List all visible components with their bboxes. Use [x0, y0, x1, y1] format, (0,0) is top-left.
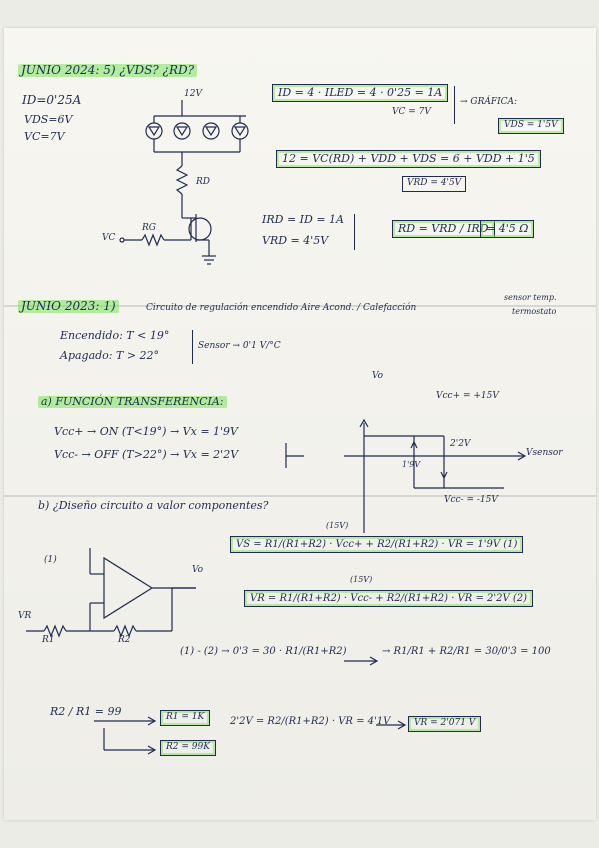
eq-ird: IRD = ID = 1A: [262, 213, 344, 226]
eq-separator: [454, 86, 455, 124]
opamp-vr: VR: [18, 611, 32, 621]
section2-description: Circuito de regulación encendido Aire Acond. / Calefacción: [146, 303, 417, 313]
part-a-line1: Vcc+ → ON (T<19°) → Vx = 1'9V: [54, 425, 238, 438]
eq-rd: RD = VRD / IRD: [392, 220, 495, 238]
eq-final: 2'2V = R2/(R1+R2) · VR = 4'1V: [230, 716, 391, 727]
graph-xaxis: Vsensor: [526, 448, 563, 458]
termostato-label: termostato: [512, 307, 557, 316]
eq-rd-result: = 4'5 Ω: [480, 220, 534, 238]
graph-vcc-neg: Vcc- = -15V: [444, 495, 498, 505]
section2-title: JUNIO 2023: 1): [18, 300, 119, 313]
eq-id: ID = 4 · ILED = 4 · 0'25 = 1A: [272, 84, 448, 102]
vc-value: VC=7V: [24, 130, 65, 143]
eq-vr: VR = R1/(R1+R2) · Vcc- + R2/(R1+R2) · VR = 2'2V (2): [244, 590, 533, 607]
eq-vrd: VRD = 4'5V: [262, 234, 329, 247]
vds-value: VDS=6V: [24, 113, 73, 126]
eq-diff: (1) - (2) → 0'3 = 30 · R1/(R1+R2): [180, 646, 347, 657]
cond-separator: [192, 330, 193, 364]
hysteresis-graph: [286, 420, 525, 533]
id-value: ID=0'25A: [22, 93, 82, 107]
eq-vrd-result: VRD = 4'5V: [402, 176, 466, 192]
led-mosfet-circuit: [4, 28, 596, 820]
on-condition: Encendido: T < 19°: [60, 329, 170, 342]
eq-vc: VC = 7V: [392, 107, 431, 117]
graph-vo-label: Vo: [372, 371, 384, 381]
eq-vr-note: (15V): [350, 575, 373, 584]
sensor-gain: Sensor → 0'1 V/°C: [198, 341, 281, 351]
eq-diff2: → R1/R1 + R2/R1 = 30/0'3 = 100: [382, 646, 551, 657]
graph-22: 2'2V: [450, 439, 471, 449]
r1-value: R1 = 1K: [160, 710, 210, 726]
graph-19: 1'9V: [402, 460, 421, 469]
opamp-label: (1): [44, 555, 57, 565]
rg-label: RG: [142, 223, 156, 233]
sensor-label: sensor temp.: [504, 293, 557, 302]
opamp-r1: R1: [42, 635, 55, 645]
vc-node-label: VC: [102, 233, 116, 243]
r2-value: R2 = 99K: [160, 740, 216, 756]
supply-label: 12V: [184, 89, 202, 99]
rd-label: RD: [196, 177, 210, 187]
eq-vs: VS = R1/(R1+R2) · Vcc+ + R2/(R1+R2) · VR = 1'9V (1): [230, 536, 523, 553]
eq-vds-result: VDS = 1'5V: [498, 118, 564, 134]
graph-vcc-pos: Vcc+ = +15V: [436, 391, 499, 401]
opamp-vo: Vo: [192, 565, 204, 575]
section1-title: JUNIO 2024: 5) ¿VDS? ¿RD?: [18, 64, 197, 77]
eq-vs-note: (15V): [326, 521, 349, 530]
eq-grafica: → GRÁFICA:: [460, 97, 518, 107]
opamp-r2: R2: [118, 635, 131, 645]
off-condition: Apagado: T > 22°: [60, 349, 160, 362]
eq-ratio: R2 / R1 = 99: [50, 705, 122, 718]
eq-kvl: 12 = VC(RD) + VDD + VDS = 6 + VDD + 1'5: [276, 150, 541, 168]
eq3-separator: [354, 214, 355, 250]
part-a-line2: Vcc- → OFF (T>22°) → Vx = 2'2V: [54, 448, 239, 461]
part-a-title: a) FUNCIÓN TRANSFERENCIA:: [38, 396, 227, 408]
vr-value: VR = 2'071 V: [408, 716, 481, 732]
notebook-page: [4, 28, 596, 820]
part-b-title: b) ¿Diseño circuito a valor componentes?: [38, 499, 269, 512]
